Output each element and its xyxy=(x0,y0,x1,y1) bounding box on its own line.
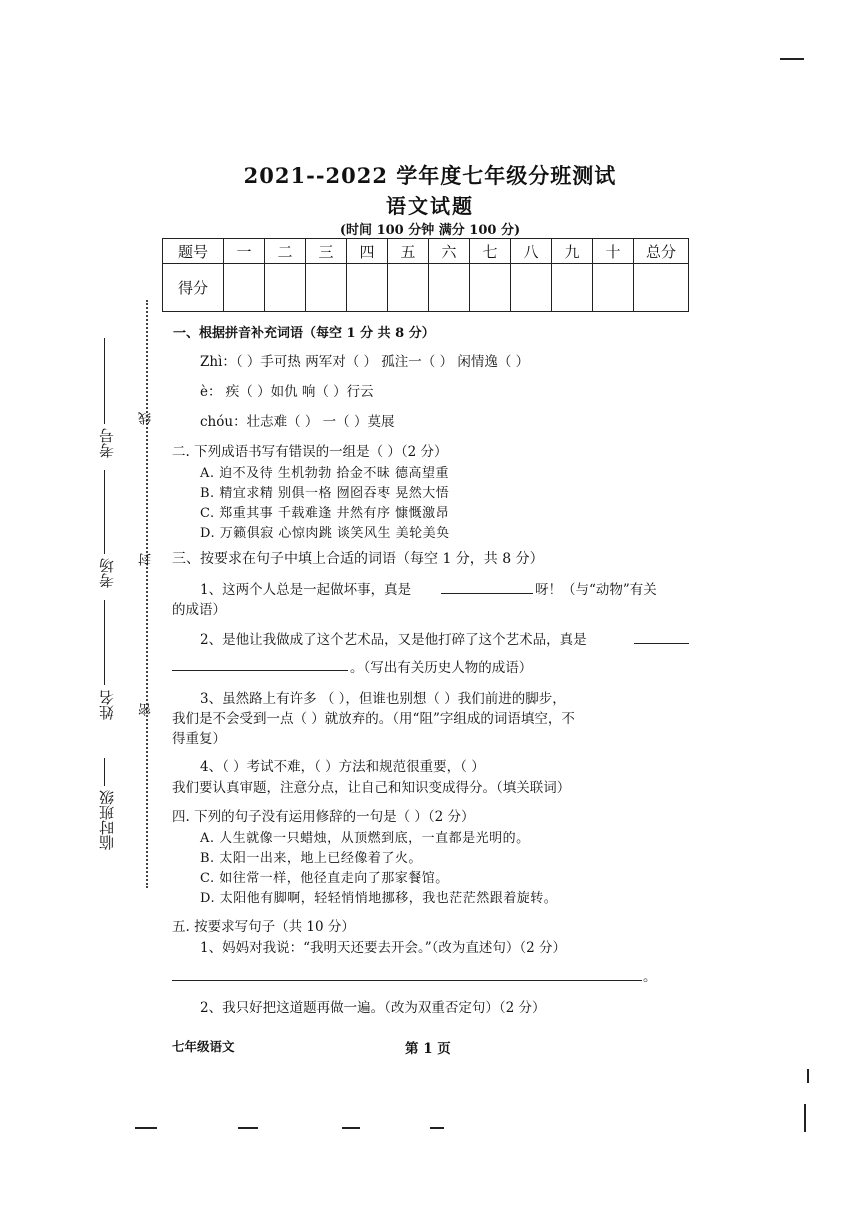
q3-item1-blank[interactable] xyxy=(441,593,533,594)
q3-item4-line1: 4、（ ）考试不难，（ ）方法和规范很重要，（ ） xyxy=(200,759,485,775)
score-header-cell: 题号 xyxy=(163,239,224,264)
q4-option-d: D. 太阳他有脚啊，轻轻悄悄地挪移，我也茫茫然跟着旋转。 xyxy=(200,891,558,906)
scan-mark xyxy=(804,1104,806,1132)
score-row-label: 得分 xyxy=(163,264,224,312)
score-input-cell[interactable] xyxy=(552,264,593,312)
score-header-cell: 五 xyxy=(388,239,429,264)
room-field[interactable] xyxy=(104,470,105,554)
name-label: 姓名 xyxy=(98,690,116,720)
q3-item2-text-b: 。（写出有关历史人物的成语） xyxy=(350,660,533,676)
footer-page-number: 第 1 页 xyxy=(405,1041,451,1057)
q4-option-a: A. 人生就像一只蜡烛，从顶燃到底，一直都是光明的。 xyxy=(200,831,530,846)
q3-item3-line1: 3、虽然路上有许多 （ ），但谁也别想（ ）我们前进的脚步， xyxy=(200,691,566,707)
number-label: 考号 xyxy=(98,428,116,458)
exam-note: (时间 100 分钟 满分 100 分) xyxy=(339,223,521,238)
scan-mark xyxy=(780,58,804,60)
score-input-cell[interactable] xyxy=(470,264,511,312)
score-header-cell: 八 xyxy=(511,239,552,264)
q1-heading: 一、根据拼音补充词语（每空 1 分 共 8 分） xyxy=(173,326,435,341)
scan-mark xyxy=(238,1127,258,1129)
q4-option-c: C. 如往常一样，他径直走向了那家餐馆。 xyxy=(200,871,449,886)
score-header-cell: 二 xyxy=(265,239,306,264)
scan-mark xyxy=(807,1069,809,1083)
score-table-score-row xyxy=(163,264,689,312)
scan-mark xyxy=(135,1127,157,1129)
q3-item1-text-b: 呀！（与“动物”有关 xyxy=(535,582,657,598)
score-table xyxy=(162,238,689,312)
q3-item2-blank-b[interactable] xyxy=(172,670,348,671)
q2-option-d: D. 万籁俱寂 心惊肉跳 谈笑风生 美轮美奂 xyxy=(200,526,450,541)
binding-dotted-line xyxy=(146,300,148,888)
q1-line2: è： 疾（ ）如仇 响（ ）行云 xyxy=(200,384,374,400)
score-input-cell[interactable] xyxy=(429,264,470,312)
score-table-header-row xyxy=(163,239,689,264)
score-input-cell[interactable] xyxy=(265,264,306,312)
q5-item1-end: 。 xyxy=(643,969,657,985)
room-label: 考场 xyxy=(98,558,116,588)
score-input-cell[interactable] xyxy=(224,264,265,312)
seal-char-seal: 封 xyxy=(139,553,154,566)
q3-item2-blank-a[interactable] xyxy=(634,643,689,644)
footer-subject: 七年级语文 xyxy=(172,1039,235,1054)
scan-mark xyxy=(342,1127,360,1129)
number-field[interactable] xyxy=(104,338,105,424)
q3-heading: 三、按要求在句子中填上合适的词语（每空 1 分，共 8 分） xyxy=(172,551,544,567)
q4-heading: 四. 下列的句子没有运用修辞的一句是（ ）（2 分） xyxy=(172,809,475,825)
exam-subtitle: 语文试题 xyxy=(386,194,474,218)
q5-item2: 2、我只好把这道题再做一遍。（改为双重否定句）（2 分） xyxy=(200,1000,546,1016)
q2-heading: 二. 下列成语书写有错误的一组是（ ）（2 分） xyxy=(172,444,448,460)
exam-title: 2021--2022 学年度七年级分班测试 xyxy=(243,163,617,188)
q3-item3-line2: 我们是不会受到一点（ ）就放弃的。（用“阻”字组成的词语填空，不 xyxy=(172,711,575,727)
q5-item1-answer-line[interactable] xyxy=(172,980,642,981)
q1-line1: Zhì：（ ）手可热 两军对（ ） 孤注一（ ） 闲情逸（ ） xyxy=(200,354,530,370)
q3-item2-text: 2、是他让我做成了这个艺术品，又是他打碎了这个艺术品，真是 xyxy=(200,632,587,648)
q2-option-b: B. 精宜求精 别俱一格 囫囵吞枣 晃然大悟 xyxy=(200,486,450,501)
q3-item4-line2: 我们要认真审题，注意分点，让自己和知识变成得分。（填关联词） xyxy=(172,780,571,796)
q2-option-c: C. 郑重其事 千载难逢 井然有序 慷慨激昂 xyxy=(200,506,450,521)
score-header-cell: 一 xyxy=(224,239,265,264)
scan-mark xyxy=(430,1127,444,1129)
score-header-cell: 三 xyxy=(306,239,347,264)
q5-item1: 1、妈妈对我说：“我明天还要去开会。”（改为直述句）（2 分） xyxy=(200,940,567,956)
q3-item3-line3: 得重复） xyxy=(172,731,226,747)
score-header-cell: 七 xyxy=(470,239,511,264)
score-input-cell[interactable] xyxy=(388,264,429,312)
q2-option-a: A. 迫不及待 生机勃勃 拾金不昧 德高望重 xyxy=(200,466,450,481)
score-input-cell[interactable] xyxy=(347,264,388,312)
q4-option-b: B. 太阳一出来，地上已经像着了火。 xyxy=(200,851,422,866)
q5-heading: 五. 按要求写句子（共 10 分） xyxy=(172,919,355,935)
score-header-cell: 总分 xyxy=(634,239,689,264)
score-input-cell[interactable] xyxy=(511,264,552,312)
score-header-cell: 四 xyxy=(347,239,388,264)
q1-line3: chóu：壮志难（ ） 一（ ）莫展 xyxy=(200,414,395,430)
class-field[interactable] xyxy=(104,758,105,786)
score-input-cell[interactable] xyxy=(306,264,347,312)
q3-item1-text: 1、这两个人总是一起做坏事，真是 xyxy=(200,582,412,598)
score-header-cell: 九 xyxy=(552,239,593,264)
class-label: 临时班级 xyxy=(98,790,116,850)
score-header-cell: 十 xyxy=(593,239,634,264)
score-header-cell: 六 xyxy=(429,239,470,264)
q3-item1-text-c: 的成语） xyxy=(172,602,226,618)
score-input-cell[interactable] xyxy=(593,264,634,312)
name-field[interactable] xyxy=(104,600,105,685)
seal-char-secret: 密 xyxy=(139,703,154,716)
score-input-cell[interactable] xyxy=(634,264,689,312)
seal-char-line: 线 xyxy=(139,412,154,425)
